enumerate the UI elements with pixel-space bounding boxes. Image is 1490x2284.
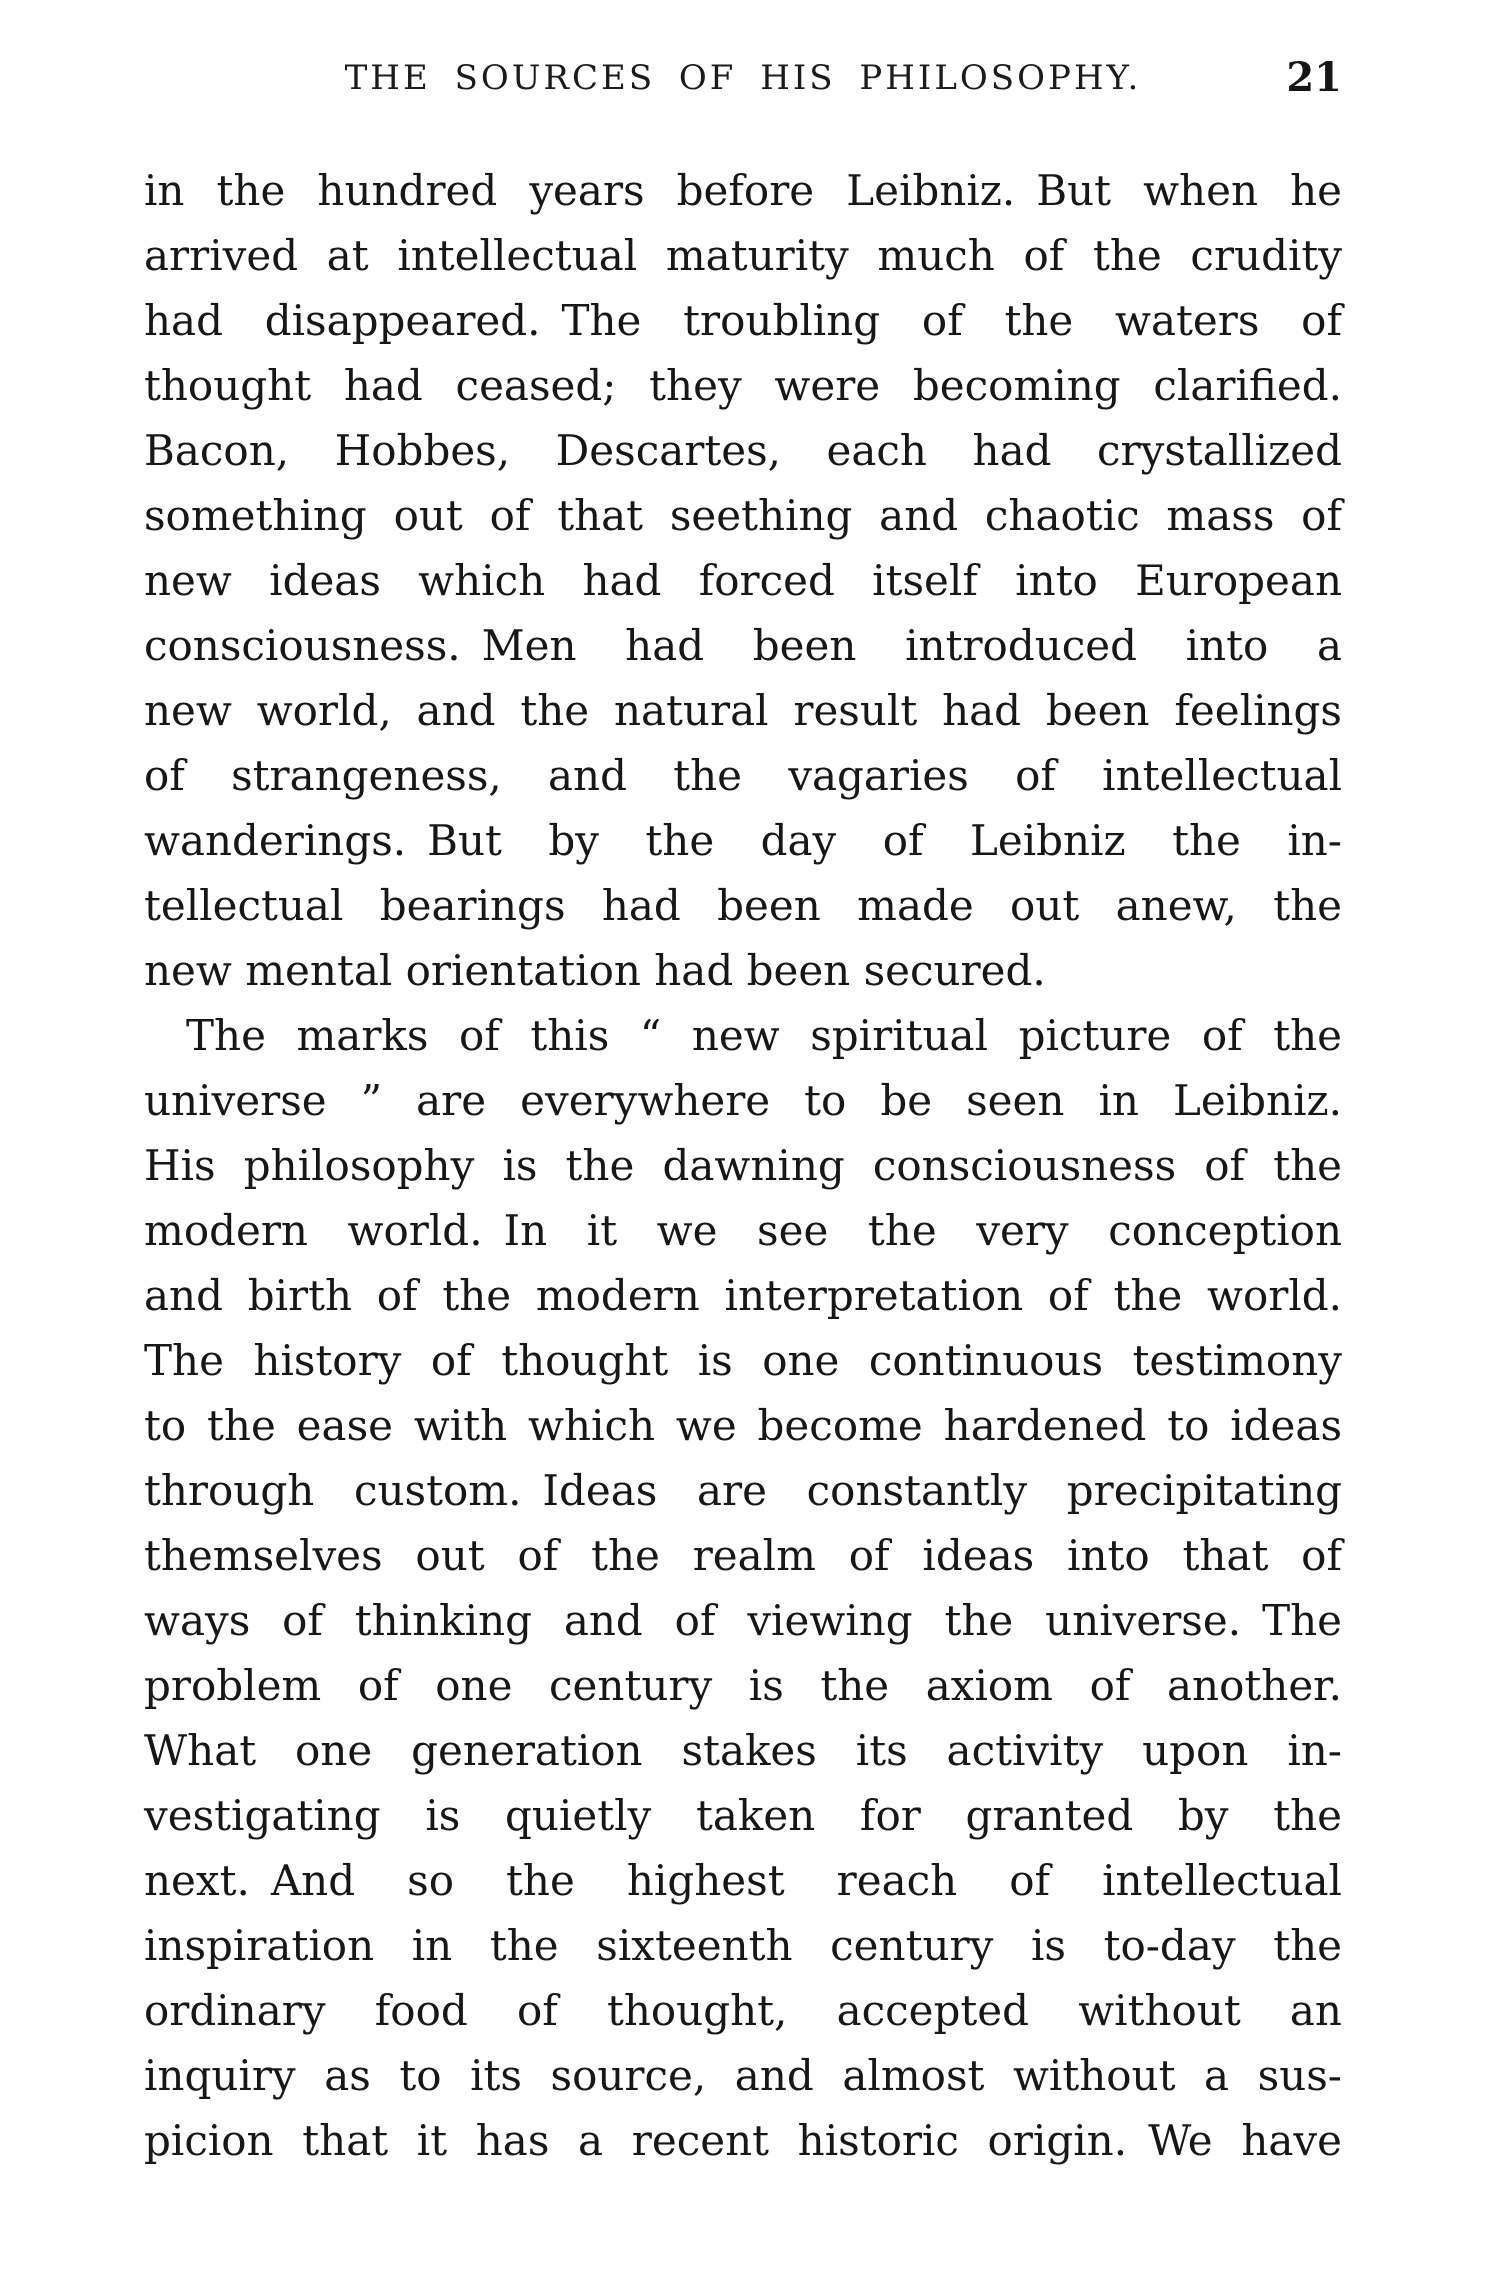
text-line: to the ease with which we become hardened to ideas — [144, 1401, 1342, 1450]
text-line: problem of one century is the axiom of another. — [144, 1661, 1342, 1710]
text-line: consciousness. Men had been introduced into a — [144, 621, 1342, 670]
text-line: modern world. In it we see the very conception — [144, 1206, 1342, 1255]
text-line: something out of that seething and chaotic mass of — [144, 491, 1342, 540]
text-line: and birth of the modern interpretation of the world. — [144, 1271, 1342, 1320]
text-line: inspiration in the sixteenth century is to-day the — [144, 1921, 1342, 1970]
text-line: ordinary food of thought, accepted without an — [144, 1986, 1342, 2035]
text-line: What one generation stakes its activity upon in- — [144, 1726, 1342, 1775]
text-line: ways of thinking and of viewing the universe. The — [144, 1596, 1342, 1645]
text-column — [144, 0, 1342, 2173]
text-line: His philosophy is the dawning consciousness of the — [144, 1141, 1342, 1190]
text-line: through custom. Ideas are constantly precipitating — [144, 1466, 1342, 1515]
text-line-paragraph-end: new mental orientation had been secured. — [144, 946, 1046, 995]
page-number: 21 — [1286, 54, 1342, 101]
text-line: inquiry as to its source, and almost without a sus- — [144, 2051, 1342, 2100]
text-line: arrived at intellectual maturity much of the crudity — [144, 231, 1342, 280]
page-header — [144, 54, 1342, 110]
text-line: The history of thought is one continuous testimony — [144, 1336, 1342, 1385]
text-line: themselves out of the realm of ideas into that of — [144, 1531, 1342, 1580]
text-line: Bacon, Hobbes, Descartes, each had crystallized — [144, 426, 1342, 475]
body-text — [144, 158, 1342, 2173]
text-line: new ideas which had forced itself into European — [144, 556, 1342, 605]
text-line: new world, and the natural result had been feelings — [144, 686, 1342, 735]
text-line-paragraph-start: The marks of this “ new spiritual picture of the — [186, 1011, 1342, 1060]
text-line: next. And so the highest reach of intellectual — [144, 1856, 1342, 1905]
text-line: in the hundred years before Leibniz. But when he — [144, 166, 1342, 215]
running-head: THE SOURCES OF HIS PHILOSOPHY. — [344, 58, 1142, 98]
text-line: wanderings. But by the day of Leibniz the in- — [144, 816, 1342, 865]
text-line: had disappeared. The troubling of the waters of — [144, 296, 1342, 345]
text-line: vestigating is quietly taken for granted by the — [144, 1791, 1342, 1840]
text-line: thought had ceased; they were becoming clarified. — [144, 361, 1342, 410]
text-line: tellectual bearings had been made out anew, the — [144, 881, 1342, 930]
text-line: picion that it has a recent historic origin. We have — [144, 2116, 1342, 2165]
text-line: of strangeness, and the vagaries of intellectual — [144, 751, 1342, 800]
text-line: universe ” are everywhere to be seen in Leibniz. — [144, 1076, 1342, 1125]
